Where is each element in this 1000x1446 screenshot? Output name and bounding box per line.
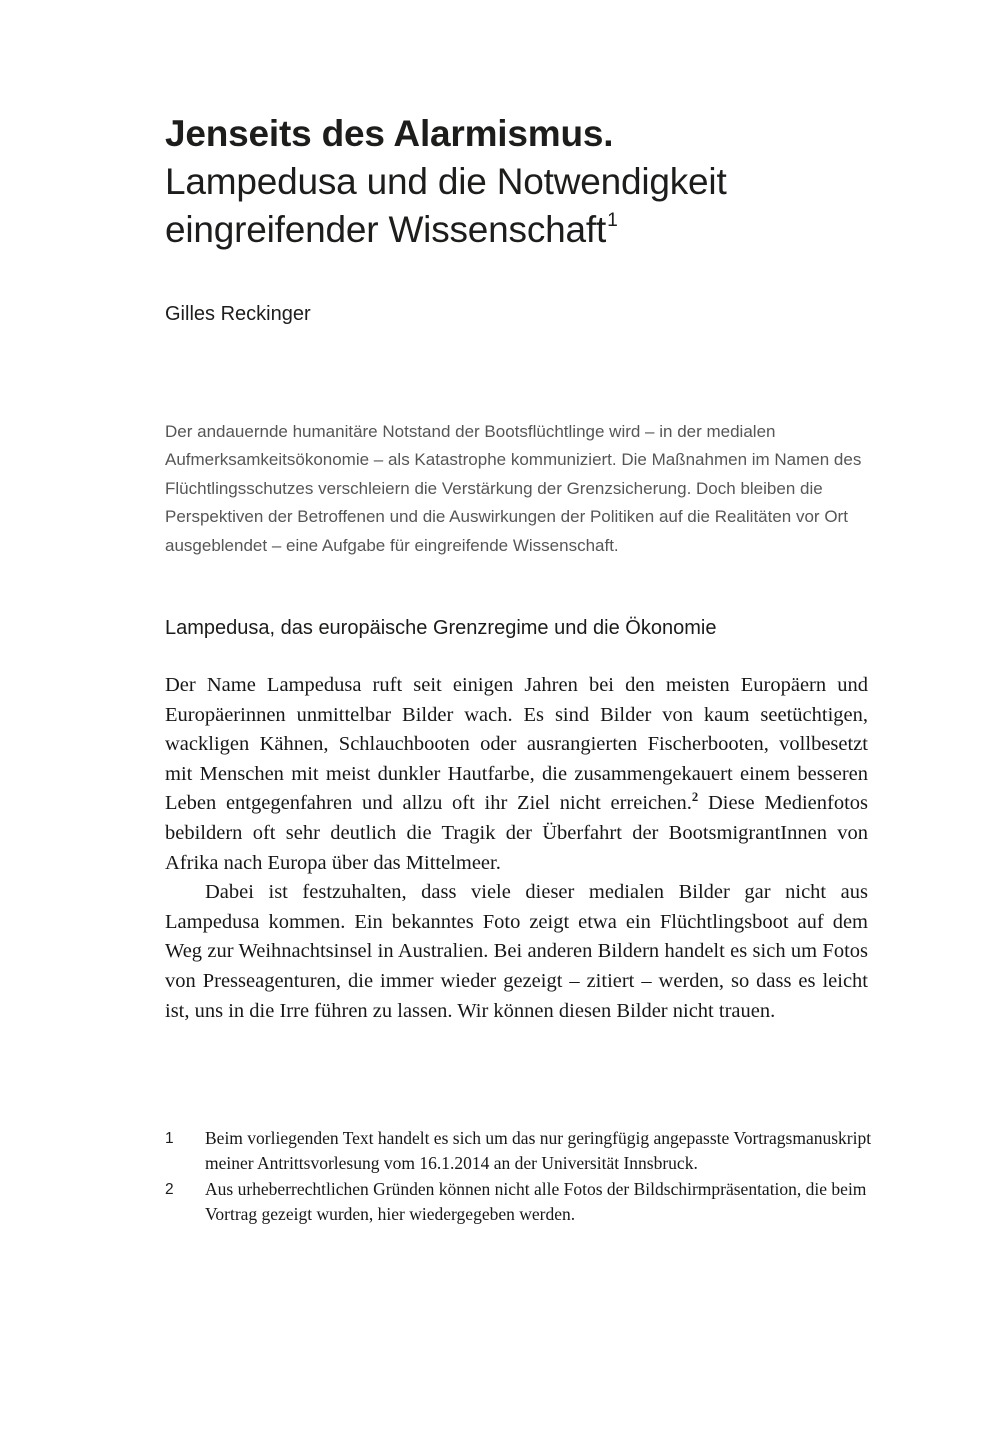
- footnote-1: [165, 1126, 877, 1177]
- footnote-2-number: 2: [165, 1180, 174, 1198]
- footnote-2: [165, 1177, 877, 1228]
- paragraph-1-text-a: Der Name Lampedusa ruft seit einigen Jahren bei den meisten Europäern und Europäerinnen unmittelbar Bilder wach. Es sind Bilder von kaum seetüchtigen, wackligen Kähnen, Schlauchbooten oder ausrangierten Fischerbooten, vollbesetzt mit Menschen mit meist dunkler Hautfarbe, die zusammengekauert einem besseren Leben entgegenfahren und allzu oft ihr Ziel nicht erreichen.: [165, 674, 868, 815]
- section-heading: Lampedusa, das europäische Grenzregime und die Ökonomie: [165, 617, 717, 639]
- title-line-2: Lampedusa und die Notwendigkeit: [165, 161, 727, 202]
- title-line-3: [165, 206, 905, 261]
- page-title: [165, 110, 905, 261]
- paragraph-2: Dabei ist festzuhalten, dass viele dieser medialen Bilder gar nicht aus Lampedusa kommen. Ein bekanntes Foto zeigt etwa ein Flüchtlingsboot auf dem Weg zur Weihnachtsinsel in Australien. Bei anderen Bildern handelt es sich um Fotos von Presseagenturen, die immer wieder gezeigt – zitiert – werden, so dass es leicht ist, uns in die Irre führen zu lassen. Wir können diesen Bilder nicht trauen.: [165, 881, 868, 1022]
- abstract-text: Der andauernde humanitäre Notstand der Bootsflüchtlinge wird – in der medialen Aufmerksamkeitsökonomie – als Katastrophe kommuniziert. Die Maßnahmen im Namen des Flüchtlingsschutzes verschleiern die Verstärkung der Grenzsicherung. Doch bleiben die Perspektiven der Betroffenen und die Auswirkungen der Politiken auf die Realitäten vor Ort ausgeblendet – eine Aufgabe für eingreifende Wissenschaft.: [165, 422, 862, 555]
- footnote-1-number: 1: [165, 1130, 174, 1147]
- paragraph-1: [165, 671, 868, 878]
- body-text: [165, 671, 868, 1026]
- title-line-1: Jenseits des Alarmismus.: [165, 113, 614, 154]
- footnote-1-text: Beim vorliegenden Text handelt es sich um das nur geringfügig angepasste Vortragsmanuskript meiner Antrittsvorlesung vom 16.1.2014 an der Universität Innsbruck.: [205, 1128, 872, 1174]
- paragraph-1-text-b: Diese Medienfotos bebildern oft sehr deutlich die Tragik der Überfahrt der BootsmigrantInnen von Afrika nach Europa über das Mittelmeer.: [165, 792, 868, 874]
- title-line-3-text: eingreifender Wissenschaft: [165, 209, 607, 250]
- author-name: Gilles Reckinger: [165, 303, 311, 325]
- footnotes-block: [165, 1126, 877, 1228]
- footnote-2-text: Aus urheberrechtlichen Gründen können nicht alle Fotos der Bildschirmpräsentation, die beim Vortrag gezeigt wurden, hier wiedergegeben werden.: [205, 1178, 867, 1225]
- body-footnote-ref-2: 2: [691, 790, 699, 805]
- title-footnote-ref: 1: [607, 210, 618, 231]
